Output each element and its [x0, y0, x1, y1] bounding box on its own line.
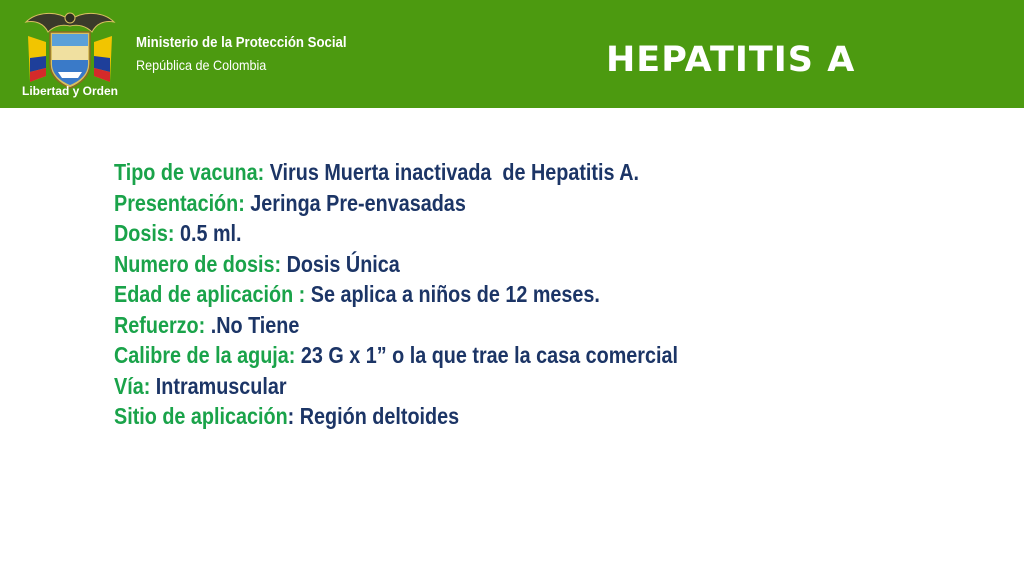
motto-text: Libertad y Orden: [21, 84, 119, 98]
info-label: Presentación:: [114, 189, 251, 216]
info-row-tipo-de-vacuna: [114, 157, 871, 188]
info-row-sitio-de-aplicacion: [114, 401, 871, 432]
info-label: Calibre de la aguja:: [114, 342, 301, 368]
republic-name: República de Colombia: [136, 57, 267, 73]
info-value: Intramuscular: [155, 372, 287, 399]
info-value: Virus Muerta inactivada de Hepatitis A.: [269, 159, 640, 185]
info-row-dosis: [114, 218, 871, 249]
ministry-name: Ministerio de la Protección Social: [136, 34, 347, 51]
info-label: Sitio de aplicación: [114, 403, 288, 429]
info-row-edad-de-aplicacion: [114, 279, 871, 310]
info-label: Refuerzo:: [114, 311, 211, 338]
info-value: 23 G x 1” o la que trae la casa comercial: [300, 342, 679, 368]
info-row-via: [114, 371, 871, 402]
info-value: 0.5 ml.: [179, 220, 242, 246]
info-value: Dosis Única: [286, 250, 400, 277]
info-label: Numero de dosis:: [114, 250, 287, 277]
info-label: Dosis:: [114, 220, 180, 246]
info-row-calibre-de-la-aguja: [114, 340, 871, 371]
info-value: Se aplica a niños de 12 meses.: [310, 281, 600, 307]
info-label: Tipo de vacuna:: [114, 159, 270, 185]
page-title: HEPATITIS A: [606, 40, 856, 80]
info-label: Edad de aplicación :: [114, 281, 311, 307]
info-label: Vía:: [114, 372, 156, 399]
vaccine-info-list: [114, 157, 994, 432]
info-row-numero-de-dosis: [114, 249, 871, 280]
info-value: .No Tiene: [210, 311, 300, 338]
info-value: Jeringa Pre-envasadas: [250, 189, 466, 216]
header-bar: [0, 0, 1024, 108]
info-row-presentacion: [114, 188, 871, 219]
info-value: : Región deltoides: [287, 403, 460, 429]
info-row-refuerzo: [114, 310, 871, 341]
